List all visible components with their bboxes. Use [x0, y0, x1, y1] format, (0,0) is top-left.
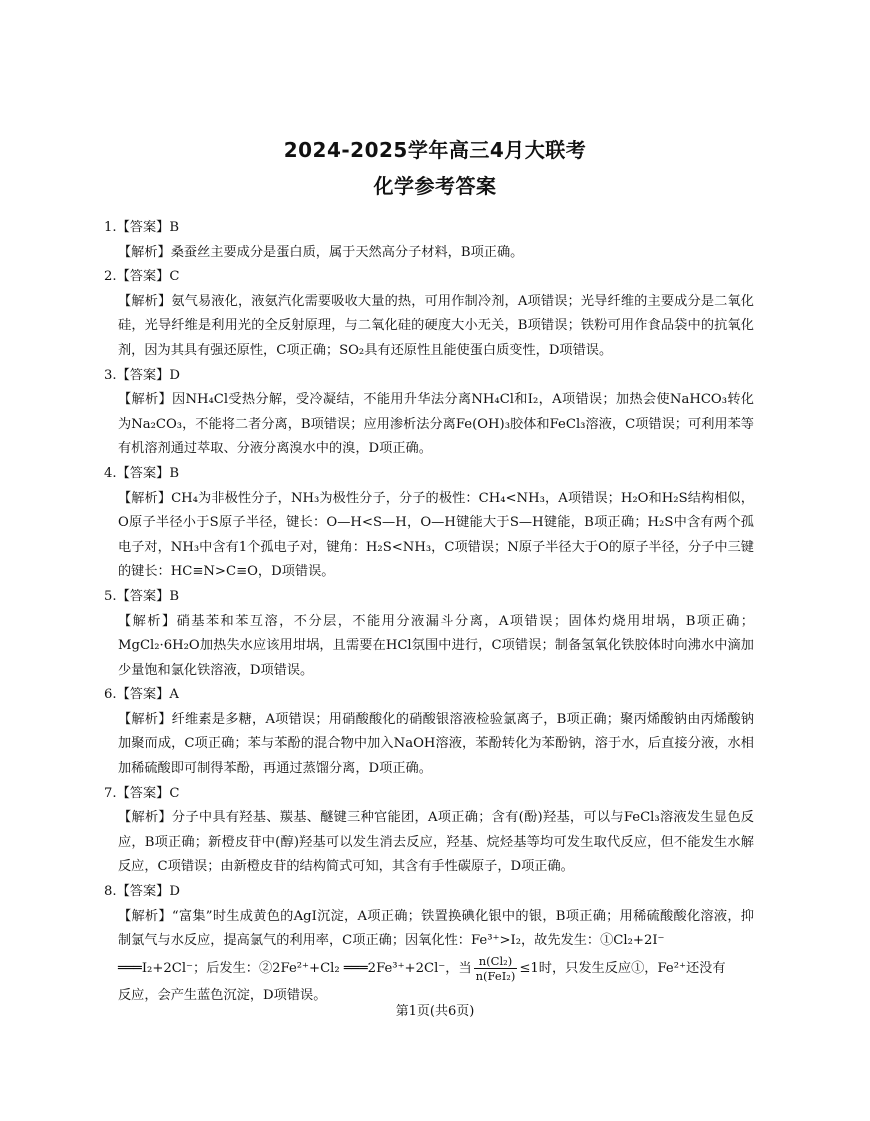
question-answer: 8.【答案】D: [104, 884, 180, 900]
question-answer: 4.【答案】B: [104, 465, 180, 481]
fraction-numerator: n(Cl₂): [474, 954, 518, 969]
question-explanation-end: 反应，会产生蓝色沉淀，D项错误。: [118, 987, 327, 1003]
question-5: [104, 585, 754, 683]
question-3: [104, 364, 754, 462]
question-2: [104, 265, 754, 363]
fraction: [474, 954, 518, 983]
question-answer: 6.【答案】A: [104, 687, 179, 703]
question-8: [104, 880, 754, 1008]
question-7: [104, 782, 754, 880]
question-explanation: 【解析】分子中具有羟基、羰基、醚键三种官能团，A项正确；含有(酚)羟基，可以与FeCl₃溶液发生显色反应，B项正确；新橙皮苷中(醇)羟基可以发生消去反应，羟基、烷烃基等均可发生取代反应，但不能发生水解反应，C项错误；由新橙皮苷的结构简式可知，其含有手性碳原子，D项正确。: [118, 810, 754, 875]
page-footer: 第1页(共6页): [395, 1004, 475, 1019]
question-explanation: 【解析】硝基苯和苯互溶，不分层，不能用分液漏斗分离，A项错误；固体灼烧用坩埚，B项正确；MgCl₂·6H₂O加热失水应该用坩埚，且需要在HCl氛围中进行，C项错误；制备氢氧化铁胶体时向沸水中滴加少量饱和氯化铁溶液，D项错误。: [118, 613, 754, 678]
question-answer: 3.【答案】D: [104, 367, 180, 383]
question-explanation: 【解析】“富集”时生成黄色的AgI沉淀，A项正确；铁置换碘化银中的银，B项正确；用稀硫酸酸化溶液，抑制氯气与水反应，提高氯气的利用率，C项正确；因氧化性：Fe³⁺>I₂，故先发生：①Cl₂+2I⁻: [118, 908, 754, 949]
question-answer: 2.【答案】C: [104, 269, 180, 285]
page-title: 2024-2025学年高三4月大联考: [283, 138, 587, 162]
answer-list: [104, 216, 754, 1008]
question-explanation: 【解析】氨气易液化，液氨汽化需要吸收大量的热，可用作制冷剂，A项错误；光导纤维的主要成分是二氧化硅，光导纤维是利用光的全反射原理，与二氧化硅的硬度大小无关，B项错误；铁粉可用作食品袋中的抗氧化剂，因为其具有强还原性，C项正确；SO₂具有还原性且能使蛋白质变性，D项错误。: [118, 293, 754, 358]
question-explanation: 【解析】桑蚕丝主要成分是蛋白质，属于天然高分子材料，B项正确。: [118, 244, 524, 260]
question-4: [104, 462, 754, 585]
question-explanation: 【解析】因NH₄Cl受热分解，受冷凝结，不能用升华法分离NH₄Cl和I₂，A项错误；加热会使NaHCO₃转化为Na₂CO₃，不能将二者分离，B项错误；应用渗析法分离Fe(OH)₃胶体和FeCl₃溶液，C项错误；可利用苯等有机溶剂通过萃取、分液分离溴水中的溴，D项正确。: [118, 392, 754, 457]
question-answer: 1.【答案】B: [104, 220, 180, 235]
fraction-denominator: n(FeI₂): [475, 968, 516, 983]
question-explanation: 【解析】CH₄为非极性分子，NH₃为极性分子，分子的极性：CH₄<NH₃，A项错误；H₂O和H₂S结构相似，O原子半径小于S原子半径，键长：O—H<S—H，O—H键能大于S—H键能，B项正确；H₂S中含有两个孤电子对，NH₃中含有1个孤电子对，键角：H₂S<NH₃，C项错误；N原子半径大于O的原子半径，分子中三键的键长：HC≡N>C≡O，D项错误。: [118, 490, 754, 580]
question-answer: 5.【答案】B: [104, 588, 180, 604]
question-answer: 7.【答案】C: [104, 785, 180, 801]
page-subtitle: 化学参考答案: [373, 174, 497, 198]
question-explanation: 【解析】纤维素是多糖，A项错误；用硝酸酸化的硝酸银溶液检验氯离子，B项正确；聚丙烯酸钠由丙烯酸钠加聚而成，C项正确；苯与苯酚的混合物中加入NaOH溶液，苯酚转化为苯酚钠，溶于水，后直接分液，水相加稀硫酸即可制得苯酚，再通过蒸馏分离，D项正确。: [118, 711, 754, 777]
question-6: [104, 683, 754, 781]
question-1: [104, 216, 754, 265]
equation-line: ═══I₂+2Cl⁻；后发生：②2Fe²⁺+Cl₂ ═══2Fe³⁺+2Cl⁻，当 $\frac{\text{n(Cl₂)}}{\text{n(FeI₂)}}$ ≤1时，只发生反应①，Fe²⁺还没有: [118, 953, 726, 983]
